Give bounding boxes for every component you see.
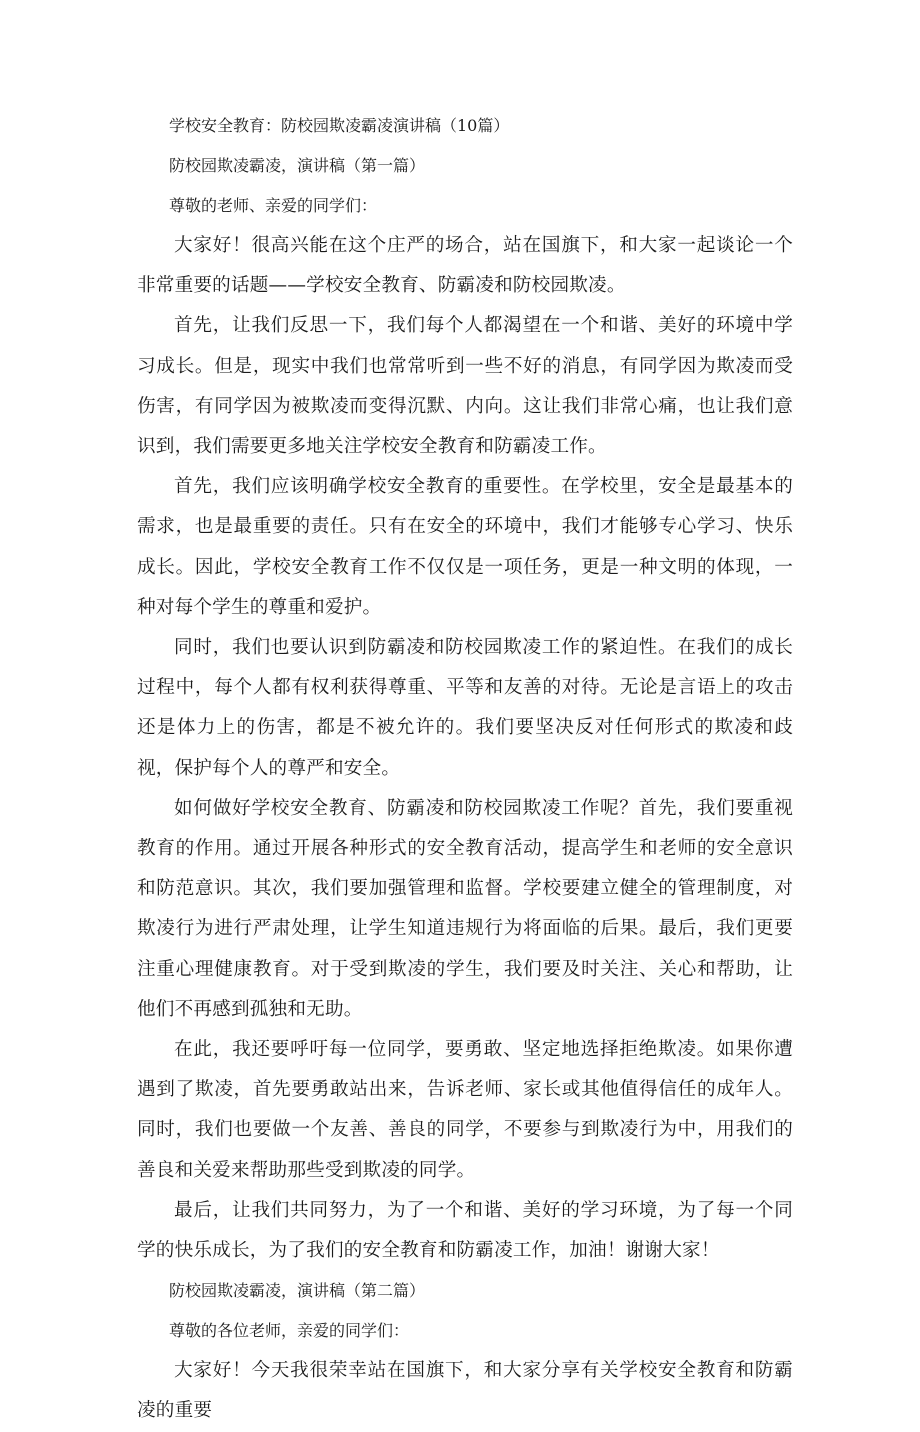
paragraph: 大家好！今天我很荣幸站在国旗下，和大家分享有关学校安全教育和防霸凌的重要	[137, 1360, 793, 1422]
paragraph: 最后，让我们共同努力，为了一个和谐、美好的学习环境，为了每一个同学的快乐成长，为了我们的安全教育和防霸凌工作，加油！谢谢大家！	[137, 1199, 793, 1262]
paragraph: 如何做好学校安全教育、防霸凌和防校园欺凌工作呢？首先，我们要重视教育的作用。通过开展各种形式的安全教育活动，提高学生和老师的安全意识和防范意识。其次，我们要加强管理和监督。学校要建立健全的管理制度，对欺凌行为进行严肃处理，让学生知道违规行为将面临的后果。最后，我们更要注重心理健康教育。对于受到欺凌的学生，我们要及时关注、关心和帮助，让他们不再感到孤独和无助。	[137, 797, 793, 1020]
section-heading: 防校园欺凌霸凌，演讲稿（第二篇）	[169, 1281, 426, 1301]
paragraph: 首先，我们应该明确学校安全教育的重要性。在学校里，安全是最基本的需求，也是最重要的责任。只有在安全的环境中，我们才能够专心学习、快乐成长。因此，学校安全教育工作不仅仅是一项任务，更是一种文明的体现，一种对每个学生的尊重和爱护。	[137, 476, 793, 618]
document-page	[137, 106, 793, 1432]
section-2	[137, 1271, 793, 1431]
salutation: 尊敬的老师、亲爱的同学们：	[169, 196, 378, 215]
paragraph: 大家好！很高兴能在这个庄严的场合，站在国旗下，和大家一起谈论一个非常重要的话题——学校安全教育、防霸凌和防校园欺凌。	[137, 235, 793, 297]
paragraph: 首先，让我们反思一下，我们每个人都渴望在一个和谐、美好的环境中学习成长。但是，现实中我们也常常听到一些不好的消息，有同学因为欺凌而受伤害，有同学因为被欺凌而变得沉默、内向。这让我们非常心痛，也让我们意识到，我们需要更多地关注学校安全教育和防霸凌工作。	[137, 315, 793, 458]
paragraph: 同时，我们也要认识到防霸凌和防校园欺凌工作的紧迫性。在我们的成长过程中，每个人都有权利获得尊重、平等和友善的对待。无论是言语上的攻击还是体力上的伤害，都是不被允许的。我们要坚决反对任何形式的欺凌和歧视，保护每个人的尊严和安全。	[137, 637, 793, 779]
paragraph: 在此，我还要呼吁每一位同学，要勇敢、坚定地选择拒绝欺凌。如果你遭遇到了欺凌，首先要勇敢站出来，告诉老师、家长或其他值得信任的成年人。同时，我们也要做一个友善、善良的同学，不要参与到欺凌行为中，用我们的善良和关爱来帮助那些受到欺凌的同学。	[137, 1039, 793, 1181]
section-heading: 防校园欺凌霸凌，演讲稿（第一篇）	[169, 156, 426, 175]
section-1	[137, 146, 793, 1271]
salutation: 尊敬的各位老师，亲爱的同学们：	[169, 1321, 410, 1341]
document-title: 学校安全教育：防校园欺凌霸凌演讲稿（10篇）	[169, 116, 510, 135]
